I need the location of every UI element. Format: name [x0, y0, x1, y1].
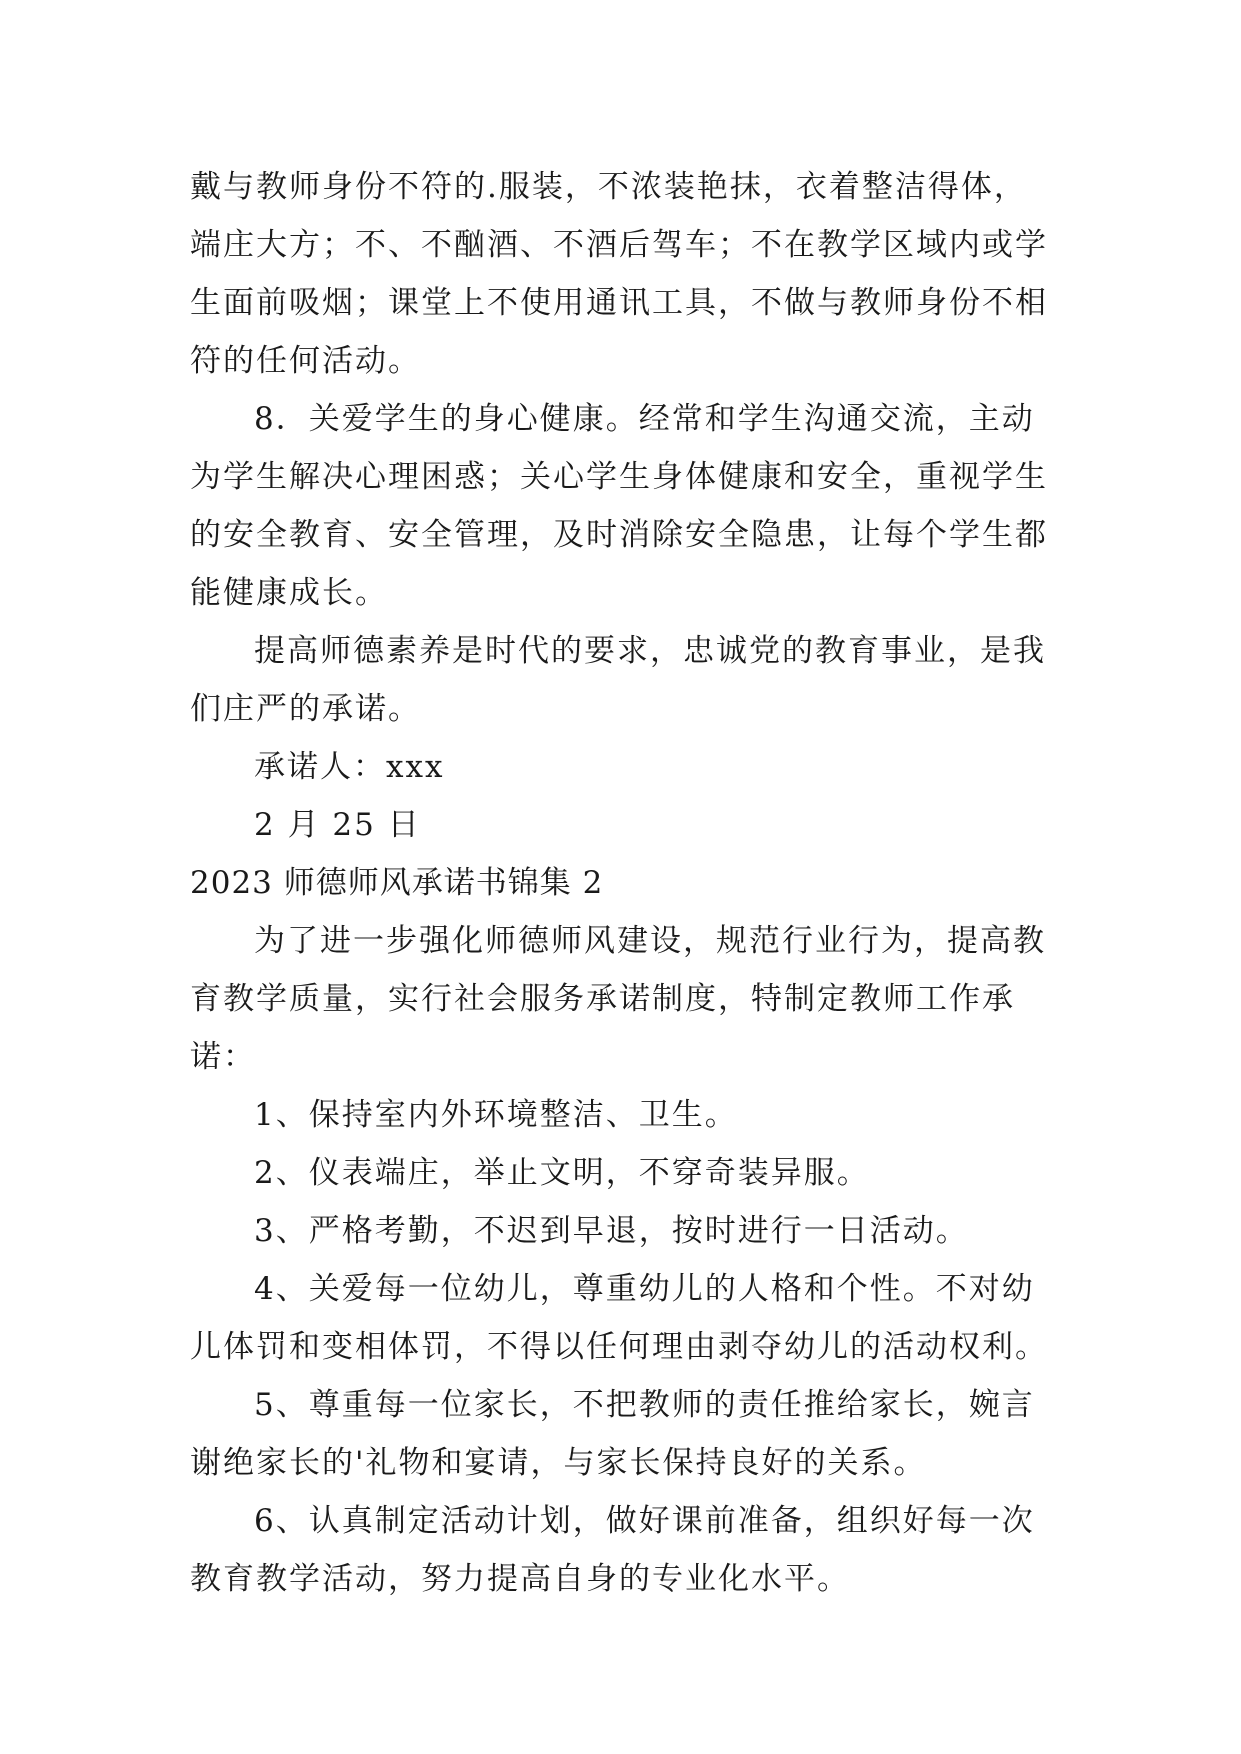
list-item-2: 2、仪表端庄，举止文明，不穿奇装异服。	[254, 1155, 870, 1191]
list-item-3: 3、严格考勤，不迟到早退，按时进行一日活动。	[254, 1213, 969, 1249]
paragraph-dress-code: 戴与教师身份不符的.服装，不浓装艳抹，衣着整洁得体， 端庄大方；不、不酗酒、不酒后驾车；不在教学区域内或学 生面前吸烟；课堂上不使用通讯工具，不做与教师身份不相 符的任何活动。	[190, 169, 1048, 379]
date-line: 2 月 25 日	[254, 807, 421, 843]
paragraph-item-8: 8．关爱学生的身心健康。经常和学生沟通交流，主动 为学生解决心理困惑；关心学生身体健康和安全，重视学生 的安全教育、安全管理，及时消除安全隐患，让每个学生都 能健康成长。	[190, 401, 1048, 611]
list-item-1: 1、保持室内外环境整洁、卫生。	[254, 1097, 738, 1133]
paragraph-intro: 为了进一步强化师德师风建设，规范行业行为，提高教 育教学质量，实行社会服务承诺制度，特制定教师工作承诺：	[190, 923, 1046, 1075]
list-item-6: 6、认真制定活动计划，做好课前准备，组织好每一次 教育教学活动，努力提高自身的专业化水平。	[190, 1503, 1035, 1597]
paragraph-conclusion: 提高师德素养是时代的要求，忠诚党的教育事业，是我 们庄严的承诺。	[190, 633, 1046, 727]
section-heading: 2023 师德师风承诺书锦集 2	[190, 865, 604, 901]
signer-line: 承诺人：xxx	[254, 749, 445, 785]
list-item-4: 4、关爱每一位幼儿，尊重幼儿的人格和个性。不对幼 儿体罚和变相体罚，不得以任何理由剥夺幼儿的活动权利。	[190, 1271, 1048, 1365]
document-body	[190, 158, 1070, 1608]
list-item-5: 5、尊重每一位家长，不把教师的责任推给家长，婉言 谢绝家长的'礼物和宴请，与家长保持良好的关系。	[190, 1387, 1035, 1481]
